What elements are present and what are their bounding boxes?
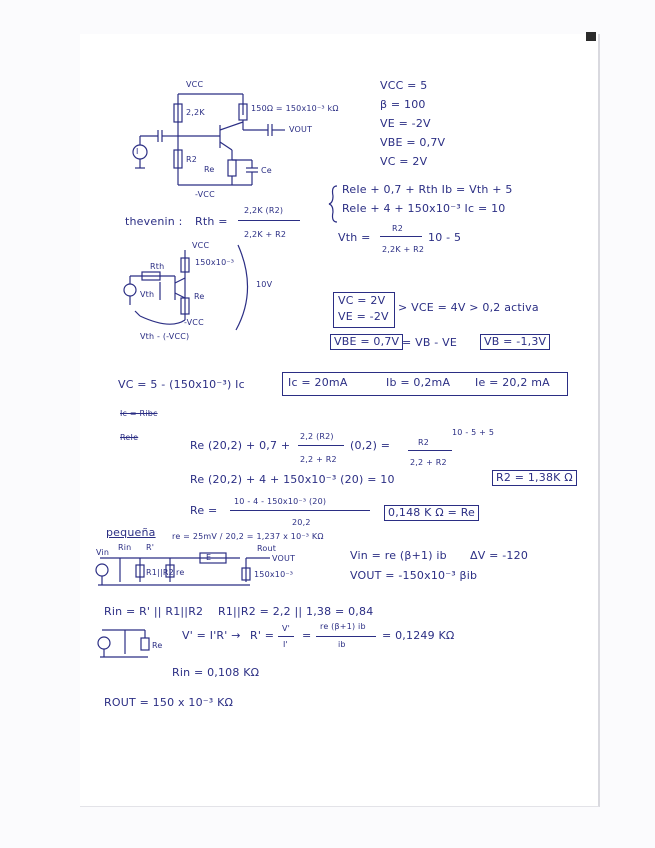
system-eq-1: ReIe + 0,7 + Rth Ib = Vth + 5 [342, 183, 513, 196]
vout-small-label: VOUT [272, 554, 296, 563]
re-result: 0,148 K Ω = Re [384, 505, 479, 521]
param-vc: VC = 2V [380, 155, 428, 168]
vc-equation: VC = 5 - (150x10⁻³) Ic [118, 378, 245, 391]
check-vbe: VBE = 0,7V [330, 334, 403, 350]
c2-vth-label: Vth [140, 290, 155, 299]
thevenin-label: thevenin : [125, 215, 183, 228]
re-small-signal: re = 25mV / 20,2 = 1,237 x 10⁻³ KΩ [172, 532, 324, 541]
re-line2: Re (20,2) + 4 + 150x10⁻³ (20) = 10 [190, 473, 395, 486]
vth-lhs: Vth = [338, 231, 371, 244]
re-line1-lhs: Re (20,2) + 0,7 + [190, 439, 291, 452]
param-ve: VE = -2V [380, 117, 431, 130]
vth-tail: 10 - 5 [428, 231, 462, 244]
c2-side-label: 10V [256, 280, 273, 289]
rin-line1: Rin = R' || R1||R2 [104, 605, 204, 618]
vin-equation: Vin = re (β+1) ib [350, 549, 447, 562]
rc-small-label: 150x10⁻³ [254, 570, 294, 579]
re-line1-rhs-num: R2 [418, 438, 430, 447]
small-signal-heading: pequeña [106, 526, 156, 539]
param-vbe: VBE = 0,7V [380, 136, 446, 149]
rprime-num2: re (β+1) ib [320, 622, 366, 631]
c2-loop-label: Vth - (-VCC) [140, 332, 190, 341]
c2-rth-label: Rth [150, 262, 165, 271]
rprime-frac2-line [316, 636, 376, 637]
r1r2-label: R1||R2 [146, 568, 174, 577]
r1p-label: R' [146, 543, 155, 552]
param-beta: β = 100 [380, 98, 426, 111]
vout-equation: VOUT = -150x10⁻³ βib [350, 569, 478, 582]
re-num: 10 - 4 - 150x10⁻³ (20) [234, 497, 327, 506]
param-vcc: VCC = 5 [380, 79, 428, 92]
c2-re-label: Re [194, 292, 205, 301]
vout-label: VOUT [289, 125, 313, 134]
c2-rc-label: 150x10⁻³ [195, 258, 235, 267]
rprime-eq-sign: = [302, 629, 312, 642]
ie-value: Ie = 20,2 mA [475, 376, 550, 389]
re-line1-top: 10 - 5 + 5 [452, 428, 495, 437]
rth-num: 2,2K (R2) [244, 206, 284, 215]
r1-label: 2,2K [186, 108, 205, 117]
rth-lhs: Rth = [195, 215, 228, 228]
gain-value: ΔV = -120 [470, 549, 529, 562]
re-den: 20,2 [292, 518, 311, 527]
re-line1-frac-num: 2,2 (R2) [300, 432, 334, 441]
rin-result: Rin = 0,108 KΩ [172, 666, 260, 679]
check-vce: > VCE = 4V > 0,2 activa [398, 301, 539, 314]
rout-result: ROUT = 150 x 10⁻³ KΩ [104, 696, 234, 709]
r2-label: R2 [186, 155, 198, 164]
e-label: E [206, 553, 212, 562]
re-lhs: Re = [190, 504, 218, 517]
system-eq-2: ReIe + 4 + 150x10⁻³ Ic = 10 [342, 202, 506, 215]
rin-label: Rin [118, 543, 132, 552]
rprime-frac1-line [278, 636, 294, 637]
rprime-den1: I' [283, 640, 288, 649]
check-vc: VC = 2V [338, 294, 386, 307]
ib-value: Ib = 0,2mA [386, 376, 451, 389]
crossed-a: Ic = Ribc [120, 409, 158, 418]
vth-den: 2,2K + R2 [382, 245, 425, 254]
check-vbe-eq: = VB - VE [402, 336, 458, 349]
rprime-num1: V' [282, 624, 291, 633]
vin-label: Vin [96, 548, 110, 557]
vcc-label: VCC [186, 80, 204, 89]
vth-num: R2 [392, 224, 404, 233]
rout-label: Rout [257, 544, 277, 553]
re-line1-mid: (0,2) = [350, 439, 391, 452]
rc-label: 150Ω = 150x10⁻³ kΩ [251, 104, 339, 113]
rprime-den2: ib [338, 640, 346, 649]
c2-neg-vcc-label: -VCC [184, 318, 204, 327]
crossed-b: ReIe [120, 433, 139, 442]
rprime-lhs: R' = [250, 629, 275, 642]
re-line1-rhs-den: 2,2 + R2 [410, 458, 447, 467]
ce-label: Ce [261, 166, 272, 175]
rin-re-label: Re [152, 641, 163, 650]
r2-result: R2 = 1,38K Ω [492, 470, 577, 486]
check-ve: VE = -2V [338, 310, 389, 323]
vprime-eq: V' = I'R' → [182, 629, 241, 642]
re-small-label: re [176, 568, 185, 577]
rprime-result: = 0,1249 KΩ [382, 629, 455, 642]
neg-vcc-label: -VCC [195, 190, 215, 199]
check-vb: VB = -1,3V [480, 334, 550, 350]
rth-den: 2,2K + R2 [244, 230, 287, 239]
re-label: Re [204, 165, 215, 174]
source-label: I [136, 147, 139, 156]
rin-line1b: R1||R2 = 2,2 || 1,38 = 0,84 [218, 605, 374, 618]
re-line1-frac-den: 2,2 + R2 [300, 455, 337, 464]
ic-value: Ic = 20mA [288, 376, 348, 389]
c2-vcc-label: VCC [192, 241, 210, 250]
